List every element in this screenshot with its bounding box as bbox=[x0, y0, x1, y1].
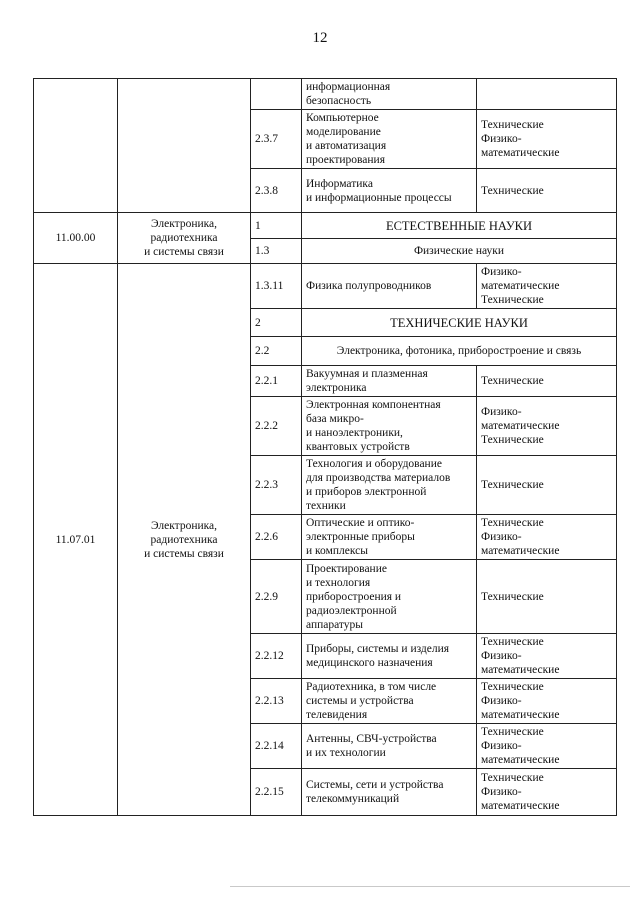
specialty-name-cell: Радиотехника, в том числе системы и устройства телевидения bbox=[302, 679, 477, 724]
subsection-heading: Электроника, фотоника, приборостроение и связь bbox=[302, 337, 617, 366]
section-heading: ЕСТЕСТВЕННЫЕ НАУКИ bbox=[302, 213, 617, 239]
science-branch-cell: Технические bbox=[477, 456, 617, 515]
subsection-number-cell: 1.3 bbox=[251, 239, 302, 264]
section-number-cell: 1 bbox=[251, 213, 302, 239]
specialty-number-cell: 2.2.9 bbox=[251, 560, 302, 634]
specialty-name-cell: Физика полупроводников bbox=[302, 264, 477, 309]
specialty-number-cell: 2.2.13 bbox=[251, 679, 302, 724]
science-branch-cell: Технические bbox=[477, 366, 617, 397]
specialty-number-cell: 2.3.7 bbox=[251, 110, 302, 169]
specialties-table bbox=[33, 78, 617, 816]
science-branch-cell: Технические bbox=[477, 169, 617, 213]
code-cell: 11.00.00 bbox=[34, 213, 118, 264]
specialty-number-cell: 2.2.6 bbox=[251, 515, 302, 560]
specialty-number-cell: 2.2.15 bbox=[251, 769, 302, 816]
section-heading: ТЕХНИЧЕСКИЕ НАУКИ bbox=[302, 309, 617, 337]
table-row bbox=[34, 264, 617, 309]
specialty-name-cell: Вакуумная и плазменная электроника bbox=[302, 366, 477, 397]
specialty-name-cell: Проектирование и технология приборостроения и радиоэлектронной аппаратуры bbox=[302, 560, 477, 634]
code-cell bbox=[34, 79, 118, 213]
scan-edge-line bbox=[230, 886, 630, 887]
science-branch-cell bbox=[477, 79, 617, 110]
specialty-name-cell: Технология и оборудование для производства материалов и приборов электронной техники bbox=[302, 456, 477, 515]
science-branch-cell: Технические bbox=[477, 560, 617, 634]
direction-name-cell: Электроника, радиотехника и системы связи bbox=[118, 264, 251, 816]
science-branch-cell: Технические Физико- математические bbox=[477, 634, 617, 679]
specialty-name-cell: информационная безопасность bbox=[302, 79, 477, 110]
direction-name-cell bbox=[118, 79, 251, 213]
specialty-name-cell: Оптические и оптико- электронные приборы и комплексы bbox=[302, 515, 477, 560]
specialty-number-cell: 2.2.14 bbox=[251, 724, 302, 769]
science-branch-cell: Физико- математические Технические bbox=[477, 397, 617, 456]
specialty-number-cell bbox=[251, 79, 302, 110]
specialty-name-cell: Приборы, системы и изделия медицинского назначения bbox=[302, 634, 477, 679]
specialty-number-cell: 1.3.11 bbox=[251, 264, 302, 309]
specialty-number-cell: 2.3.8 bbox=[251, 169, 302, 213]
science-branch-cell: Технические Физико- математические bbox=[477, 515, 617, 560]
specialty-name-cell: Информатика и информационные процессы bbox=[302, 169, 477, 213]
specialty-number-cell: 2.2.2 bbox=[251, 397, 302, 456]
section-number-cell: 2 bbox=[251, 309, 302, 337]
science-branch-cell: Технические Физико- математические bbox=[477, 769, 617, 816]
specialty-number-cell: 2.2.1 bbox=[251, 366, 302, 397]
page-number: 12 bbox=[312, 30, 328, 46]
table-row bbox=[34, 213, 617, 239]
specialty-number-cell: 2.2.12 bbox=[251, 634, 302, 679]
specialty-name-cell: Антенны, СВЧ-устройства и их технологии bbox=[302, 724, 477, 769]
science-branch-cell: Технические Физико- математические bbox=[477, 110, 617, 169]
specialty-name-cell: Электронная компонентная база микро- и наноэлектроники, квантовых устройств bbox=[302, 397, 477, 456]
specialty-number-cell: 2.2.3 bbox=[251, 456, 302, 515]
science-branch-cell: Физико- математические Технические bbox=[477, 264, 617, 309]
code-cell: 11.07.01 bbox=[34, 264, 118, 816]
specialty-name-cell: Компьютерное моделирование и автоматизация проектирования bbox=[302, 110, 477, 169]
specialty-name-cell: Системы, сети и устройства телекоммуникаций bbox=[302, 769, 477, 816]
subsection-number-cell: 2.2 bbox=[251, 337, 302, 366]
science-branch-cell: Технические Физико- математические bbox=[477, 724, 617, 769]
direction-name-cell: Электроника, радиотехника и системы связи bbox=[118, 213, 251, 264]
subsection-heading: Физические науки bbox=[302, 239, 617, 264]
science-branch-cell: Технические Физико- математические bbox=[477, 679, 617, 724]
table-row bbox=[34, 79, 617, 110]
